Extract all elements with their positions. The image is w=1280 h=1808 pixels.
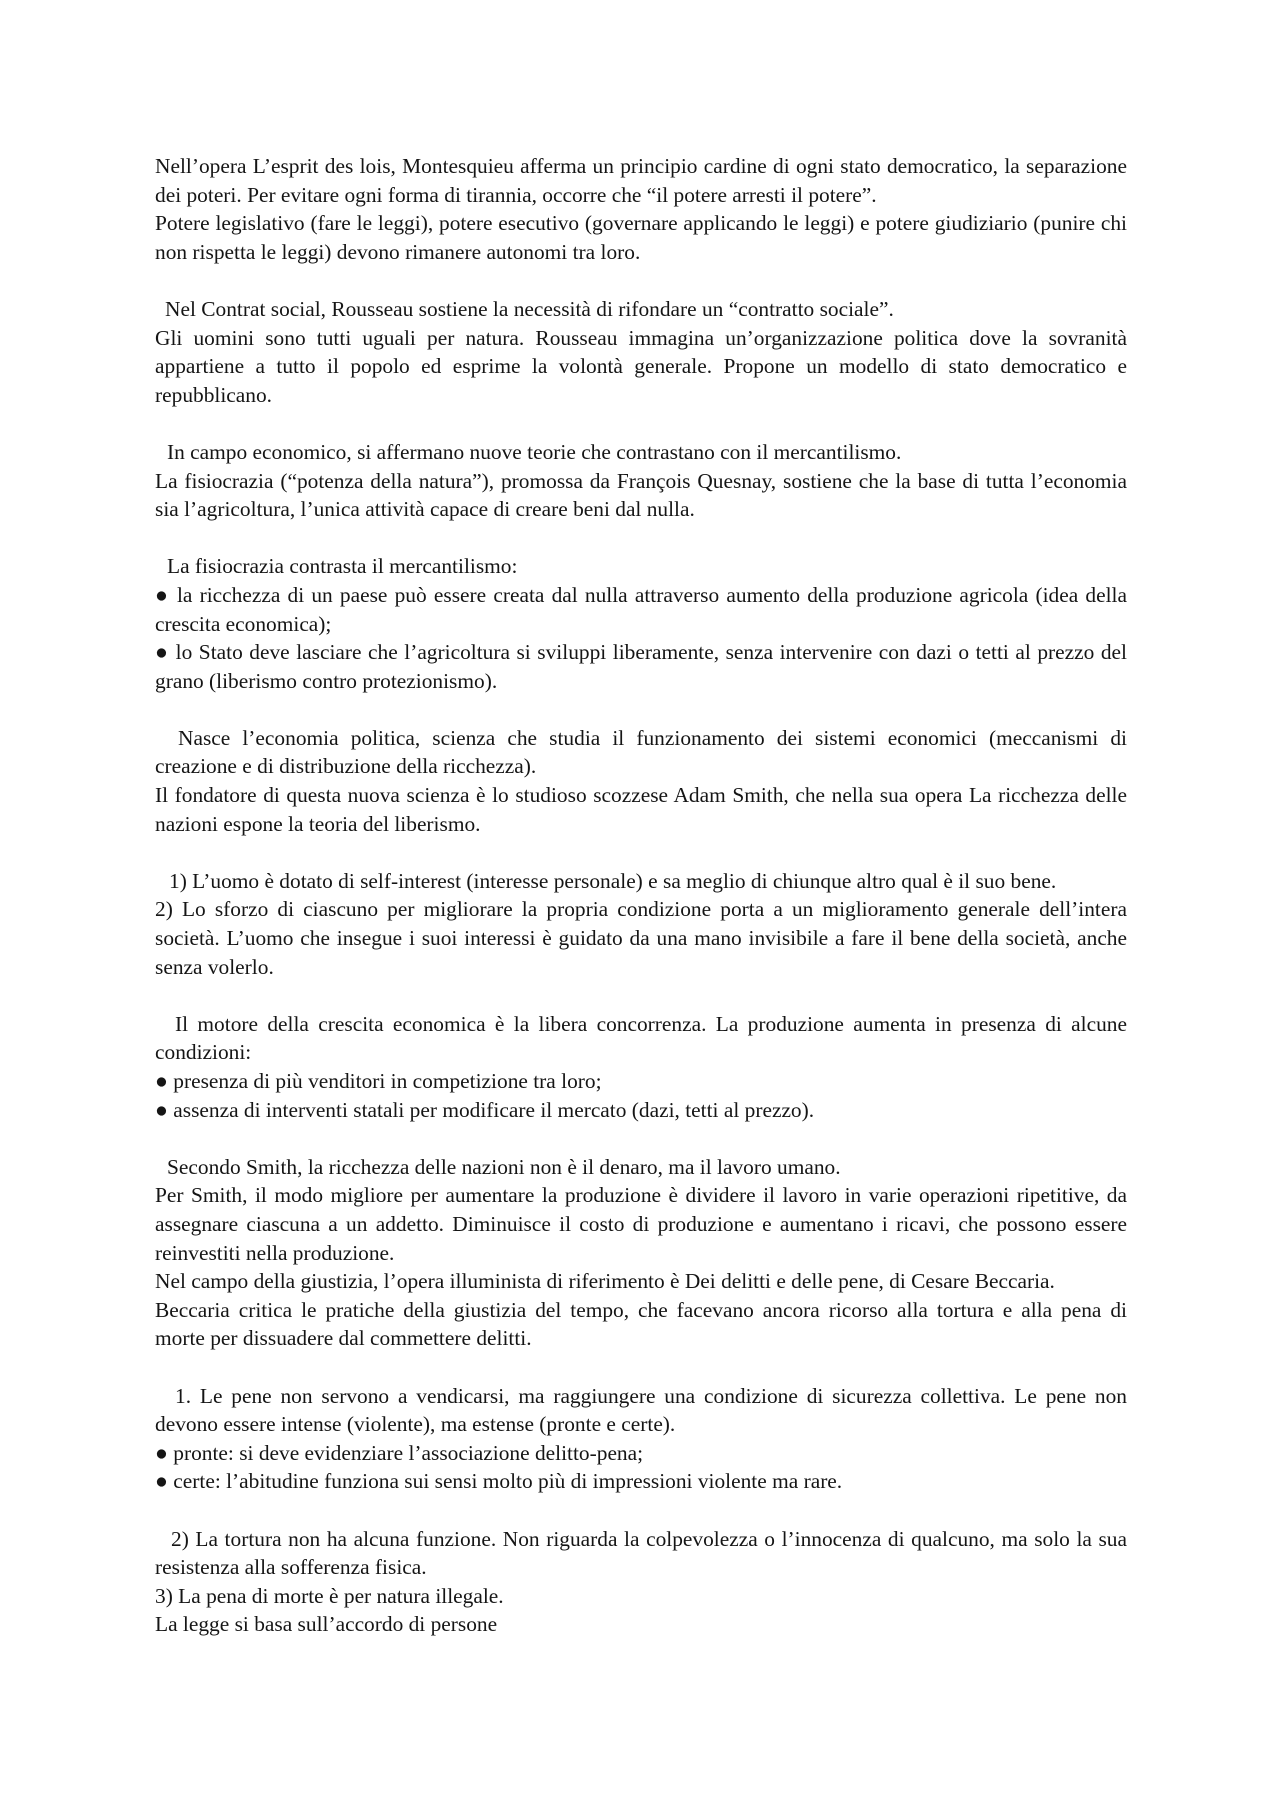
text-line: nazioni espone la teoria del liberismo. xyxy=(155,811,481,836)
text-line: Potere legislativo (fare le leggi), potere esecutivo (governare applicando le leggi) e potere giudiziario (punire chi xyxy=(155,211,1127,236)
paragraph-self-interest xyxy=(155,867,1127,981)
text-line: La fisiocrazia contrasta il mercantilismo: xyxy=(167,554,518,579)
bullet-item: ● la ricchezza di un paese può essere creata dal nulla attraverso aumento della produzione agricola (idea della xyxy=(155,582,1127,607)
text-line: Nasce l’economia politica, scienza che studia il funzionamento dei sistemi economici (meccanismi di xyxy=(178,725,1127,750)
bullet-item: ● lo Stato deve lasciare che l’agricoltura si sviluppi liberamente, senza intervenire con dazi o tetti al prezzo del xyxy=(155,640,1127,665)
text-line: sia l’agricoltura, l’unica attività capace di creare beni dal nulla. xyxy=(155,497,695,522)
text-line: non rispetta le leggi) devono rimanere autonomi tra loro. xyxy=(155,239,641,264)
numbered-item: 3) La pena di morte è per natura illegale. xyxy=(155,1583,504,1608)
bullet-item: ● presenza di più venditori in competizione tra loro; xyxy=(155,1069,602,1093)
paragraph-pene xyxy=(155,1382,1127,1496)
text-line: La legge si basa sull’accordo di persone xyxy=(155,1612,498,1637)
text-line: grano (liberismo contro protezionismo). xyxy=(155,668,498,693)
text-line: Nel Contrat social, Rousseau sostiene la necessità di rifondare un “contratto sociale”. xyxy=(165,296,894,321)
text-line: Secondo Smith, la ricchezza delle nazioni non è il denaro, ma il lavoro umano. xyxy=(167,1154,841,1179)
bullet-item: ● certe: l’abitudine funziona sui sensi molto più di impressioni violente ma rare. xyxy=(155,1469,843,1494)
paragraph-economia-politica xyxy=(155,724,1127,838)
text-line: senza volerlo. xyxy=(155,954,274,979)
text-line: dei poteri. Per evitare ogni forma di tirannia, occorre che “il potere arresti il potere”. xyxy=(155,182,877,207)
paragraph-fisiocrazia xyxy=(155,438,1127,524)
text-line: La fisiocrazia (“potenza della natura”), promossa da François Quesnay, sostiene che la base di tutta l’economia xyxy=(155,468,1127,493)
text-line: assegnare ciascuna a un addetto. Diminuisce il costo di produzione e aumentano i ricavi, che possono essere xyxy=(155,1211,1127,1236)
text-line: repubblicano. xyxy=(155,382,273,407)
text-line: Il fondatore di questa nuova scienza è lo studioso scozzese Adam Smith, che nella sua opera La ricchezza delle xyxy=(155,783,1127,808)
text-line: Nel campo della giustizia, l’opera illuminista di riferimento è Dei delitti e delle pene, di Cesare Beccaria. xyxy=(155,1269,1055,1294)
paragraph-contratto-sociale xyxy=(155,295,1127,409)
paragraph-separazione-dei-poteri xyxy=(155,152,1127,266)
numbered-item: 2) La tortura non ha alcuna funzione. Non riguarda la colpevolezza o l’innocenza di qualcuno, ma solo la sua xyxy=(171,1526,1127,1551)
numbered-item: 1) L’uomo è dotato di self-interest (interesse personale) e sa meglio di chiunque altro qual è il suo bene. xyxy=(169,868,1057,893)
text-line: società. L’uomo che insegue i suoi interessi è guidato da una mano invisibile a fare il bene della società, anche xyxy=(155,926,1127,951)
text-line: In campo economico, si affermano nuove teorie che contrastano con il mercantilismo. xyxy=(167,439,902,464)
text-line: appartiene a tutto il popolo ed esprime la volontà generale. Propone un modello di stato democratico e xyxy=(155,354,1127,379)
paragraph-fisiocrazia-vs-mercantilismo xyxy=(155,552,1127,695)
text-line: resistenza alla sofferenza fisica. xyxy=(155,1555,427,1580)
text-line: Gli uomini sono tutti uguali per natura. Rousseau immagina un’organizzazione politica dove la sovranità xyxy=(155,325,1127,350)
document-body xyxy=(155,152,1127,1639)
text-line: crescita economica); xyxy=(155,611,332,636)
text-line: devono essere intense (violente), ma estense (pronte e certe). xyxy=(155,1412,676,1437)
text-line: reinvestiti nella produzione. xyxy=(155,1240,395,1265)
text-line: Nell’opera L’esprit des lois, Montesquieu afferma un principio cardine di ogni stato democratico, la separazione xyxy=(155,154,1127,178)
bullet-item: ● assenza di interventi statali per modificare il mercato (dazi, tetti al prezzo). xyxy=(155,1097,815,1122)
text-line: morte per dissuadere dal commettere delitti. xyxy=(155,1326,532,1351)
text-line: creazione e di distribuzione della ricchezza). xyxy=(155,754,537,779)
paragraph-lavoro-e-giustizia xyxy=(155,1153,1127,1353)
paragraph-libera-concorrenza xyxy=(155,1010,1127,1124)
numbered-item: 1. Le pene non servono a vendicarsi, ma raggiungere una condizione di sicurezza collettiva. Le pene non xyxy=(175,1383,1127,1408)
text-line: Per Smith, il modo migliore per aumentare la produzione è dividere il lavoro in varie operazioni ripetitive, da xyxy=(155,1183,1127,1208)
text-line: condizioni: xyxy=(155,1040,252,1065)
text-line: Il motore della crescita economica è la libera concorrenza. La produzione aumenta in presenza di alcune xyxy=(175,1011,1127,1036)
text-line: Beccaria critica le pratiche della giustizia del tempo, che facevano ancora ricorso alla tortura e alla pena di xyxy=(155,1297,1127,1322)
paragraph-tortura-pena-di-morte xyxy=(155,1525,1127,1639)
bullet-item: ● pronte: si deve evidenziare l’associazione delitto-pena; xyxy=(155,1440,644,1465)
numbered-item: 2) Lo sforzo di ciascuno per migliorare la propria condizione porta a un miglioramento generale dell’intera xyxy=(155,897,1127,922)
